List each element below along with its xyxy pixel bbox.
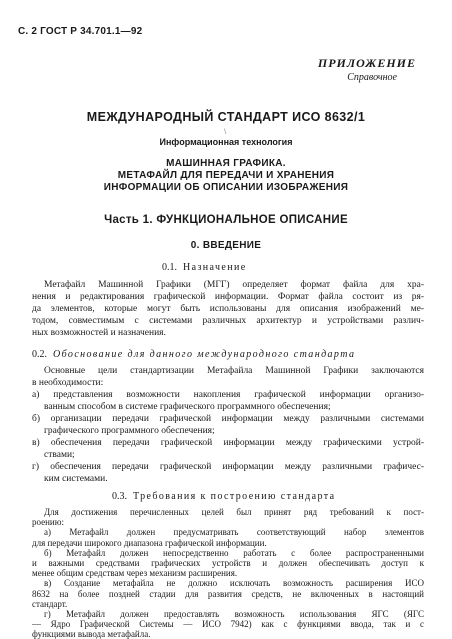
appendix-label: ПРИЛОЖЕНИЕ [317, 56, 416, 70]
appendix-subtitle: Справочное [347, 72, 397, 83]
paragraph-line: в необходимости: [32, 378, 104, 388]
paragraph-line: ким системами. [44, 474, 108, 484]
subsection-number: 0.3. [112, 491, 127, 502]
paragraph-line: менее общим средствам через механизм расширения. [32, 568, 238, 579]
main-title-line: МЕТАФАЙЛ ДЛЯ ПЕРЕДАЧИ И ХРАНЕНИЯ [117, 170, 335, 181]
paragraph-line: б) Метафайл должен непосредственно работать с более распространенными [44, 547, 424, 558]
main-title-line: ИНФОРМАЦИИ ОБ ОПИСАНИИ ИЗОБРАЖЕНИЯ [103, 182, 349, 193]
paragraph-line: ных возможностей и назначения. [32, 328, 166, 338]
page-header: С. 2 ГОСТ Р 34.701.1—92 [18, 26, 143, 37]
paragraph-line: 8632 на более поздней стадии для развития средств, не включенных в настоящий [32, 588, 424, 599]
margin-tick: \ [224, 127, 227, 136]
part-heading: Часть 1. ФУНКЦИОНАЛЬНОЕ ОПИСАНИЕ [104, 214, 348, 226]
subsection-title: Обоснование для данного международного стандарта [53, 349, 356, 360]
subsection-title: Назначение [183, 262, 247, 273]
subsection-title: Требования к построению стандарта [133, 491, 336, 502]
paragraph-line: графического программного обеспечения; [44, 426, 215, 436]
paragraph-line: функциями вывода метафайла. [32, 629, 151, 639]
paragraph-line: а) Метафайл должен предусматривать соответствующий набор элементов [44, 527, 424, 538]
main-title-line: МАШИННАЯ ГРАФИКА. [166, 158, 286, 169]
paragraph-line: в) Создание метафайла не должно исключать возможность расширения ИСО [44, 578, 424, 589]
paragraph-line: — Ядро Графической Системы — ИСО 7942) как с функциями ввода, так и с [32, 619, 424, 630]
paragraph-line: да элементов, которые могут быть использованы для описания изображений ме- [32, 304, 424, 314]
paragraph-line: г) Метафайл должен предоставлять возможность использования ЯГС (ЯГС [44, 609, 424, 619]
paragraph-line: а) представления возможности накопления графической информации организо- [32, 390, 424, 400]
paragraph-line: тодом, совместимым с системами различных архитектур и устройствами различ- [32, 316, 424, 326]
paragraph-line: Основные цели стандартизации Метафайла Машинной Графики заключаются [44, 366, 424, 376]
paragraph-line: ванным способом в системе графического программного обеспечения; [44, 402, 331, 412]
subsection-number: 0.2. [32, 349, 47, 360]
subsection-number: 0.1. [162, 262, 177, 273]
paragraph-line: ствами; [44, 450, 75, 460]
subsection-heading [32, 349, 355, 360]
paragraph-line: нения и редактирования графической информации. Формат файла состоит из ря- [32, 292, 424, 302]
section-heading: 0. ВВЕДЕНИЕ [190, 240, 262, 251]
paragraph-line: для передачи широкого диапазона графической информации. [32, 537, 267, 548]
paragraph-line: и важными средствами графических устройств и должен обеспечивать доступ к [32, 558, 424, 568]
paragraph-line: стандарт. [32, 598, 68, 609]
standard-field: Информационная технология [159, 137, 293, 147]
paragraph-line: роению: [32, 517, 64, 528]
paragraph-line: г) обеспечения передачи графической информации между различными графичес- [32, 462, 424, 472]
paragraph-line: Для достижения перечисленных целей был принят ряд требований к пост- [44, 507, 424, 517]
paragraph-line: б) организации передачи графической информации между различными системами [32, 414, 424, 424]
subsection-heading [112, 491, 335, 502]
paragraph-line: в) обеспечения передачи графической информации между графическими устрой- [32, 438, 424, 448]
standard-title: МЕЖДУНАРОДНЫЙ СТАНДАРТ ИСО 8632/1 [86, 110, 366, 124]
subsection-heading [162, 262, 247, 273]
paragraph-line: Метафайл Машинной Графики (МГГ) определяет формат файла для хра- [44, 280, 424, 290]
